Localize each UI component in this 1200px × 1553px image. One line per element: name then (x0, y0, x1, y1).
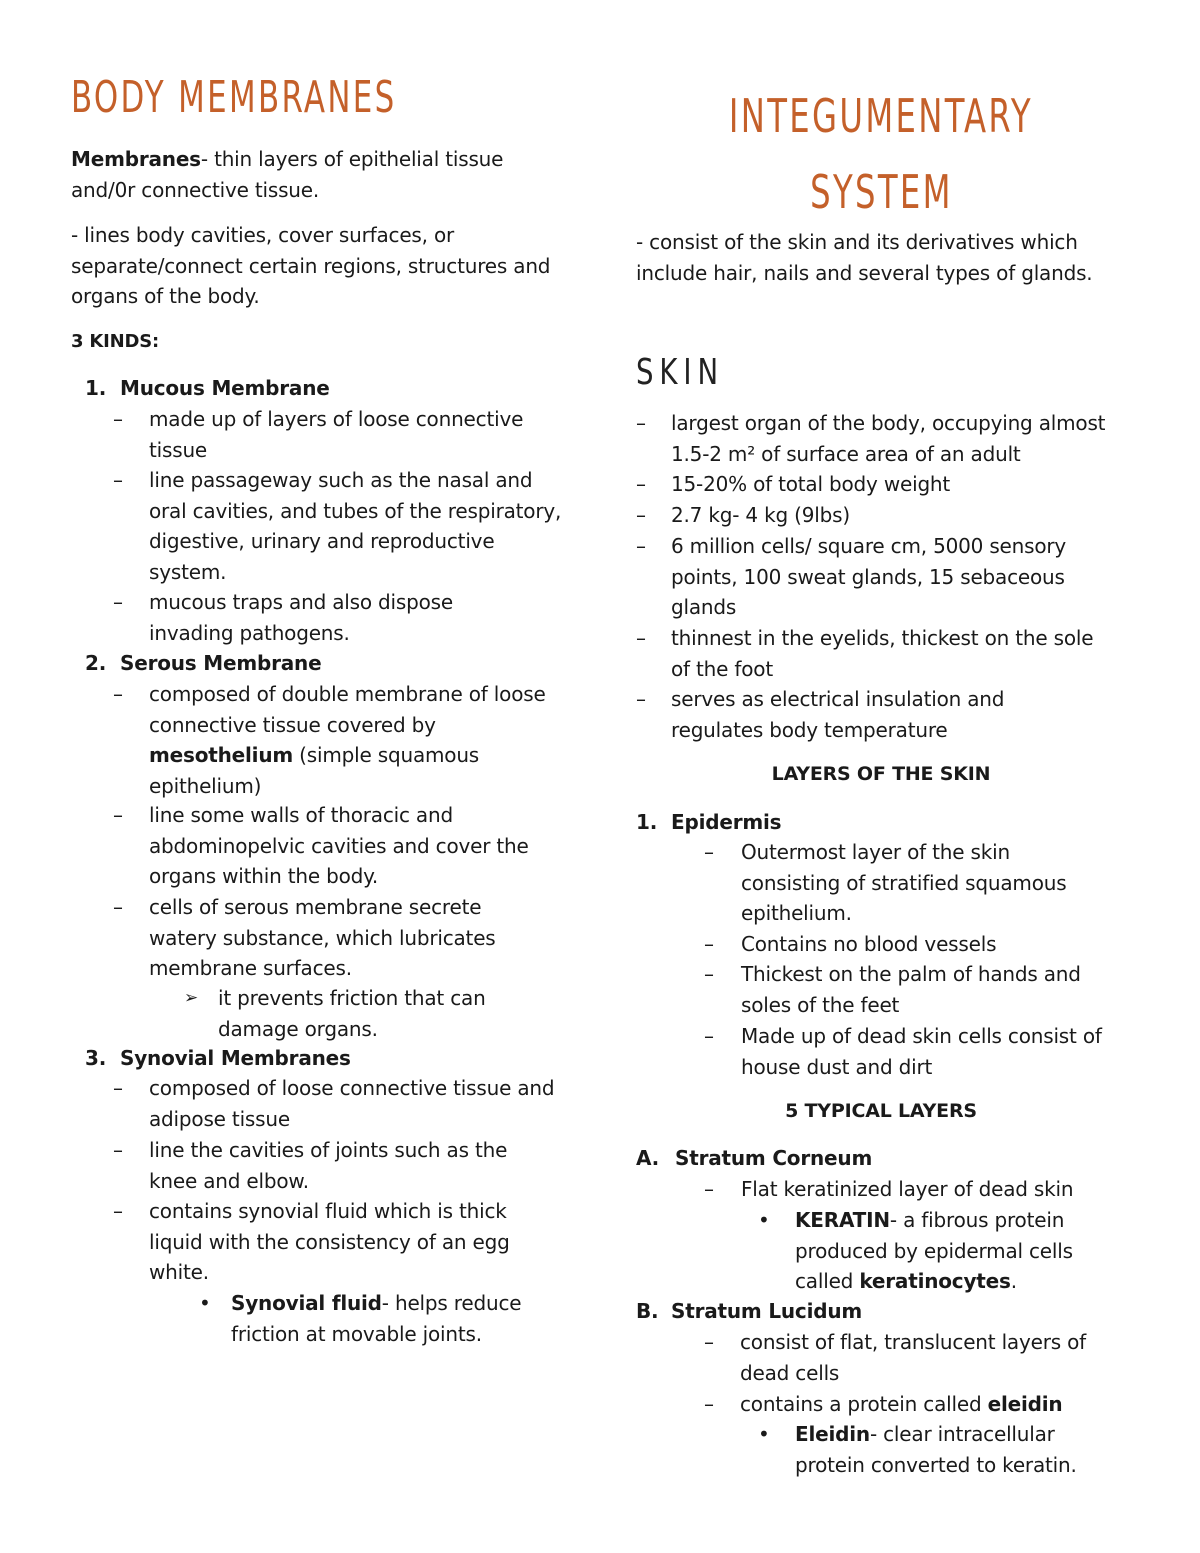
dash-icon: – (113, 1076, 123, 1100)
list-item-text (740, 1389, 1140, 1420)
kind-number: 2. (85, 651, 107, 675)
dash-icon: – (704, 840, 714, 864)
dash-icon: – (636, 687, 646, 711)
body-membranes-title: BODY MEMBRANES (71, 72, 397, 123)
kind-serous-heading (85, 648, 322, 679)
keratinocytes-term: keratinocytes (859, 1269, 1011, 1294)
integumentary-description: - consist of the skin and its derivatives which include hair, nails and several types of glands. (636, 230, 1093, 285)
dash-icon: – (113, 1138, 123, 1162)
text-run: (simple squamous epithelium) (149, 743, 480, 798)
list-item-text: consist of flat, translucent layers of dead cells (740, 1330, 1087, 1385)
list-item-text: 2.7 kg- 4 kg (9lbs) (671, 503, 850, 527)
epidermis-heading (636, 807, 782, 838)
layer-number: 1. (636, 810, 658, 834)
title-line: INTEGUMENTARY (728, 89, 1034, 143)
dash-icon: – (636, 472, 646, 496)
dash-icon: – (704, 1392, 714, 1416)
integumentary-system-title (636, 78, 1126, 230)
list-item-text: 15-20% of total body weight (671, 472, 951, 496)
dash-icon: – (113, 468, 123, 492)
membranes-definition-text: - thin layers of epithelial tissue and/0r connective tissue. (71, 147, 504, 202)
layers-title: LAYERS OF THE SKIN (771, 763, 991, 785)
list-item-text: largest organ of the body, occupying almost 1.5-2 m² of surface area of an adult (671, 411, 1106, 466)
dash-icon: – (113, 895, 123, 919)
bullet-item-text (231, 1288, 551, 1349)
list-item-text: serves as electrical insulation and regulates body temperature (671, 687, 1005, 742)
typical-layers-title: 5 TYPICAL LAYERS (785, 1100, 977, 1122)
dash-icon: – (636, 503, 646, 527)
text-run: . (1010, 1269, 1017, 1294)
dash-icon: – (113, 1199, 123, 1223)
skin-heading: SKIN (636, 352, 725, 393)
kind-number: 1. (85, 376, 107, 400)
list-item-text: Flat keratinized layer of dead skin (741, 1177, 1074, 1201)
list-item-text: contains synovial fluid which is thick liquid with the consistency of an egg white. (149, 1199, 510, 1285)
list-item-text: line passageway such as the nasal and oral cavities, and tubes of the respiratory, digestive, urinary and reproductive system. (149, 468, 562, 584)
stratum-name: Stratum Lucidum (671, 1299, 863, 1323)
list-item-text: composed of loose connective tissue and adipose tissue (149, 1076, 555, 1131)
list-item-text (149, 679, 549, 801)
text-run: composed of double membrane of loose connective tissue covered by (149, 682, 546, 737)
dash-icon: – (113, 590, 123, 614)
kind-mucous-heading (85, 373, 330, 404)
list-item-text: cells of serous membrane secrete watery substance, which lubricates membrane surfaces. (149, 895, 496, 981)
kind-name: Synovial Membranes (120, 1046, 351, 1070)
eleidin-term: eleidin (987, 1392, 1063, 1416)
bullet-icon: • (758, 1208, 770, 1232)
membranes-definition (71, 144, 571, 205)
membranes-term: Membranes (71, 147, 201, 171)
stratum-lucidum-heading (636, 1296, 863, 1327)
arrow-icon: ➢ (184, 988, 199, 1008)
list-item-text: line the cavities of joints such as the knee and elbow. (149, 1138, 508, 1193)
text-run: - a fibrous protein produced by epidermal cells called (795, 1208, 1073, 1294)
dash-icon: – (113, 682, 123, 706)
bullet-icon: • (199, 1291, 211, 1315)
kinds-label: 3 KINDS: (71, 331, 160, 352)
text-run: - clear intracellular protein converted to keratin. (795, 1422, 1077, 1477)
dash-icon: – (704, 1024, 714, 1048)
bullet-item-text (795, 1419, 1115, 1480)
list-item-text: Contains no blood vessels (741, 932, 997, 956)
keratin-term: KERATIN (795, 1208, 890, 1232)
list-item-text: mucous traps and also dispose invading pathogens. (149, 590, 453, 645)
bullet-icon: • (758, 1422, 770, 1446)
arrow-item-text: it prevents friction that can damage organs. (218, 986, 486, 1041)
synovial-fluid-term: Synovial fluid (231, 1291, 382, 1315)
list-item-text: thinnest in the eyelids, thickest on the sole of the foot (671, 626, 1094, 681)
mesothelium-term: mesothelium (149, 743, 294, 768)
list-item-text: Thickest on the palm of hands and soles of the feet (741, 962, 1081, 1017)
membranes-description: - lines body cavities, cover surfaces, or separate/connect certain regions, structures and organs of the body. (71, 223, 551, 309)
dash-icon: – (113, 803, 123, 827)
dash-icon: – (636, 411, 646, 435)
title-line: SYSTEM (809, 165, 953, 219)
dash-icon: – (704, 932, 714, 956)
list-item-text: 6 million cells/ square cm, 5000 sensory points, 100 sweat glands, 15 sebaceous glands (671, 534, 1067, 620)
layer-name: Epidermis (671, 810, 782, 834)
dash-icon: – (704, 1330, 714, 1354)
list-item-text: Made up of dead skin cells consist of house dust and dirt (741, 1024, 1102, 1079)
list-item-text: line some walls of thoracic and abdominopelvic cavities and cover the organs within the body. (149, 803, 529, 889)
dash-icon: – (636, 534, 646, 558)
dash-icon: – (113, 407, 123, 431)
kind-synovial-heading (85, 1043, 351, 1074)
stratum-corneum-heading (636, 1143, 873, 1174)
text-run: - helps reduce friction at movable joints. (231, 1291, 522, 1346)
kind-number: 3. (85, 1046, 107, 1070)
dash-icon: – (704, 1177, 714, 1201)
stratum-letter: A. (636, 1146, 660, 1170)
list-item-text: Outermost layer of the skin consisting of stratified squamous epithelium. (741, 840, 1067, 926)
kind-name: Mucous Membrane (120, 376, 330, 400)
dash-icon: – (704, 962, 714, 986)
stratum-name: Stratum Corneum (675, 1146, 873, 1170)
dash-icon: – (636, 626, 646, 650)
bullet-item-text (795, 1205, 1115, 1297)
text-run: contains a protein called (740, 1392, 988, 1416)
list-item-text: made up of layers of loose connective tissue (149, 407, 524, 462)
eleidin-term: Eleidin (795, 1422, 870, 1446)
kind-name: Serous Membrane (120, 651, 322, 675)
stratum-letter: B. (636, 1299, 659, 1323)
